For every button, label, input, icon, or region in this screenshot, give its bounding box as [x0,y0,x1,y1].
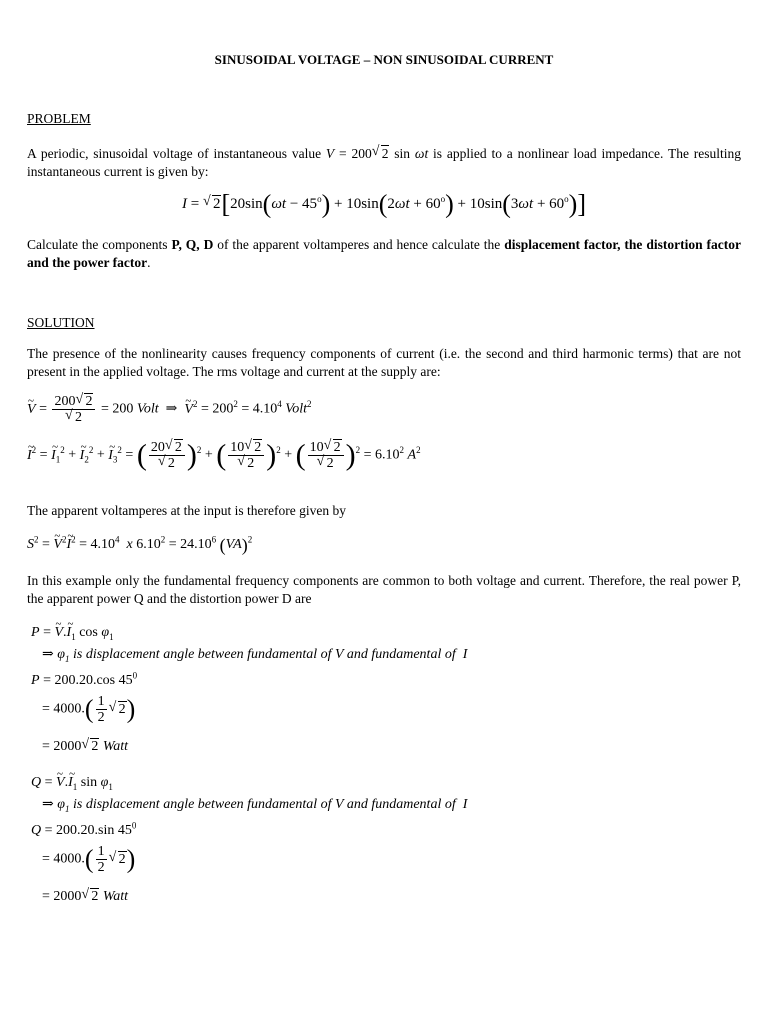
reactive-power-calc: Q = 200.20.sin $45^0$ [31,820,137,838]
rms-current-equation: ~ $I^2$ = ~ $I_1^2$ + ~ $I_2^2$ + ~ $I_3^2$ = ( 20√ 2 √ 2 )$^2$ + ( 10√ 2 √ 2 )$^2$ + ( 10√ 2 √ 2 )$^2 = 6.10^2$ $A^2$ [27,440,421,471]
real-power-calc: P = 200.20.cos $45^0$ [31,670,138,688]
reactive-power-step: = 4000.( $\frac{1}{2}$ √ 2) [42,844,135,875]
pqd-bold: P, Q, D [171,237,214,252]
solution-paragraph-2: The apparent voltamperes at the input is therefore given by [27,503,347,518]
problem-paragraph-1 [27,145,741,181]
problem-text-d: of the apparent voltamperes and hence calculate the [217,237,501,252]
problem-text-a: A periodic, sinusoidal voltage of instantaneous value [27,146,322,161]
solution-paragraph-3: In this example only the fundamental frequency components are common to both voltage and current. Therefore, the real power P, the apparent power Q and the distortion power D are [27,573,741,606]
solution-heading: SOLUTION [27,315,95,330]
solution-paragraph-1: The presence of the nonlinearity causes frequency components of current (i.e. the second and third harmonic terms) that are not present in the applied voltage. The rms voltage and current at the supply are: [27,346,741,379]
problem-text-c: Calculate the components [27,237,168,252]
problem-text-b: is applied to a nonlinear load impedance. The resulting instantaneous current is given by: [27,146,742,179]
factors-bold: displacement factor, the distortion factor and the power factor [27,237,741,270]
reactive-power-definition: Q = ~ V.~ $I_1$ $\sin \varphi_1$ [31,774,113,792]
problem-text-e: . [147,255,151,270]
voltage-expression: V = 200√ 2 sin ωt [326,146,428,161]
real-power-result: = 2000√ 2 Watt [42,738,128,756]
rms-voltage-equation: ~ V = 200√ 2 √ 2 = 200 Volt ⇒ ~ $V^2 = 200^2 = 4.10^4$ Volt$^2$ [27,394,312,425]
document-title: SINUSOIDAL VOLTAGE – NON SINUSOIDAL CURRENT [214,52,554,67]
displacement-angle-note-p: ⇒ $\varphi_1$ is displacement angle between fundamental of V and fundamental of I [42,647,468,664]
displacement-angle-note-q: ⇒ $\varphi_1$ is displacement angle between fundamental of V and fundamental of I [42,797,468,814]
real-power-step: = 4000.( $\frac{1}{2}$ √ 2) [42,694,135,725]
problem-heading: PROBLEM [27,111,91,126]
current-expression: I = √ $2[20\sin(\omega t - 45^o) + 10\sin(2\omega t + 60^o) + 10\sin(3\omega t + 60^o)]$ [0,195,768,214]
apparent-power-equation: $S^2$ = ~ $V^2\sim$ $I^2 = 4.10^4$ x $6.10^2 = 24.10^6$ (VA)$^2$ [27,536,252,554]
problem-paragraph-2 [27,236,741,272]
reactive-power-result: = 2000√ 2 Watt [42,888,128,906]
real-power-definition: P = ~ V.~ $I_1$ $\cos \varphi_1$ [31,624,114,642]
